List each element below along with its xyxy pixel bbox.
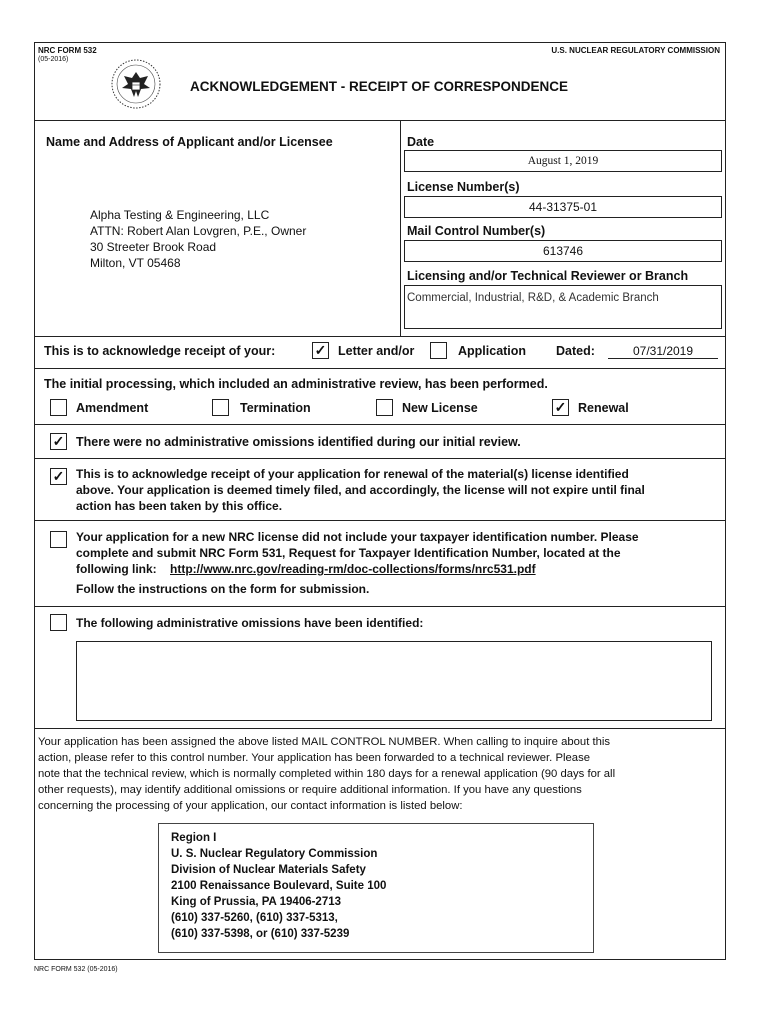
contact-line: 2100 Renaissance Boulevard, Suite 100: [171, 880, 387, 892]
paragraph-line: concerning the processing of your application, our contact information is listed below:: [38, 800, 463, 812]
renewal-notice-line: action has been taken by this office.: [76, 499, 283, 513]
renewal-notice-checkbox[interactable]: ✓: [50, 468, 67, 485]
termination-label: Termination: [240, 401, 311, 415]
letter-checkbox[interactable]: ✓: [312, 342, 329, 359]
renewal-notice: [76, 466, 645, 514]
contact-box: [158, 823, 594, 953]
divider: [34, 520, 726, 521]
contact-line: U. S. Nuclear Regulatory Commission: [171, 848, 378, 860]
date-label: Date: [407, 135, 435, 149]
footer-paragraph: [38, 734, 724, 814]
divider: [34, 424, 726, 425]
amendment-label: Amendment: [76, 401, 149, 415]
paragraph-line: action, please refer to this control number. Your application has been forwarded to a technical reviewer. Please: [38, 752, 590, 764]
reviewer-field[interactable]: Commercial, Industrial, R&D, & Academic Branch: [404, 285, 722, 329]
renewal-notice-line: This is to acknowledge receipt of your application for renewal of the material(s) license identified: [76, 467, 629, 481]
contact-info: [171, 830, 386, 942]
divider: [400, 120, 401, 337]
divider: [34, 368, 726, 369]
divider: [34, 458, 726, 459]
divider: [34, 606, 726, 607]
divider: [34, 120, 726, 121]
application-label: Application: [458, 344, 527, 358]
contact-line: Region I: [171, 832, 217, 844]
contact-line: (610) 337-5260, (610) 337-5313,: [171, 912, 338, 924]
dated-label: Dated:: [556, 344, 595, 358]
paragraph-line: other requests), may identify additional omissions or require additional information. If you have any questions: [38, 784, 582, 796]
no-omissions-text: There were no administrative omissions identified during our initial review.: [76, 435, 521, 449]
nrc-form-531-link[interactable]: http://www.nrc.gov/reading-rm/doc-collections/forms/nrc531.pdf: [170, 562, 536, 576]
contact-line: King of Prussia, PA 19406-2713: [171, 896, 342, 908]
new-license-checkbox[interactable]: [376, 399, 393, 416]
form-number: NRC FORM 532: [38, 46, 97, 55]
omissions-label: The following administrative omissions have been identified:: [76, 616, 424, 630]
divider: [34, 336, 726, 337]
mail-control-field[interactable]: 613746: [404, 240, 722, 262]
address-line: 30 Streeter Brook Road: [90, 240, 217, 254]
new-license-label: New License: [402, 401, 478, 415]
mail-control-label: Mail Control Number(s): [407, 224, 546, 238]
reviewer-label: Licensing and/or Technical Reviewer or Branch: [407, 269, 689, 283]
renewal-label: Renewal: [578, 401, 629, 415]
amendment-checkbox[interactable]: [50, 399, 67, 416]
footer-form-number: NRC FORM 532 (05-2016): [34, 966, 118, 973]
address-line: Milton, VT 05468: [90, 256, 181, 270]
taxpayer-checkbox[interactable]: [50, 531, 67, 548]
omissions-textarea[interactable]: [76, 641, 712, 721]
renewal-checkbox[interactable]: ✓: [552, 399, 569, 416]
contact-line: (610) 337-5398, or (610) 337-5239: [171, 928, 350, 940]
nrc-seal-icon: [110, 58, 162, 110]
taxpayer-link-line: [76, 561, 639, 577]
dated-value[interactable]: 07/31/2019: [608, 344, 718, 359]
taxpayer-follow: Follow the instructions on the form for submission.: [76, 582, 370, 596]
letter-label: Letter and/or: [338, 344, 415, 358]
divider: [34, 728, 726, 729]
agency-name: U.S. NUCLEAR REGULATORY COMMISSION: [551, 46, 720, 55]
renewal-notice-line: above. Your application is deemed timely filed, and accordingly, the license will not expire until final: [76, 483, 645, 497]
no-omissions-checkbox[interactable]: ✓: [50, 433, 67, 450]
page-title: ACKNOWLEDGEMENT - RECEIPT OF CORRESPONDENCE: [190, 79, 569, 94]
link-prefix: following link:: [76, 562, 157, 576]
paragraph-line: note that the technical review, which is normally completed within 180 days for a renewal application (90 days for all: [38, 768, 616, 780]
license-label: License Number(s): [407, 180, 520, 194]
application-checkbox[interactable]: [430, 342, 447, 359]
paragraph-line: Your application has been assigned the above listed MAIL CONTROL NUMBER. When calling to inquire about this: [38, 736, 611, 748]
receipt-intro: This is to acknowledge receipt of your:: [44, 344, 276, 358]
omissions-checkbox[interactable]: [50, 614, 67, 631]
contact-line: Division of Nuclear Materials Safety: [171, 864, 366, 876]
termination-checkbox[interactable]: [212, 399, 229, 416]
taxpayer-line: complete and submit NRC Form 531, Request for Taxpayer Identification Number, located at the: [76, 546, 621, 560]
taxpayer-notice: [76, 529, 639, 597]
processing-intro: The initial processing, which included an administrative review, has been performed.: [44, 377, 548, 391]
license-field[interactable]: 44-31375-01: [404, 196, 722, 218]
applicant-address: [90, 207, 306, 271]
address-line: Alpha Testing & Engineering, LLC: [90, 208, 270, 222]
date-field[interactable]: August 1, 2019: [404, 150, 722, 172]
applicant-label: Name and Address of Applicant and/or Licensee: [46, 135, 333, 149]
form-date: (05-2016): [38, 56, 69, 63]
taxpayer-line: Your application for a new NRC license did not include your taxpayer identification number. Please: [76, 530, 639, 544]
address-line: ATTN: Robert Alan Lovgren, P.E., Owner: [90, 224, 307, 238]
